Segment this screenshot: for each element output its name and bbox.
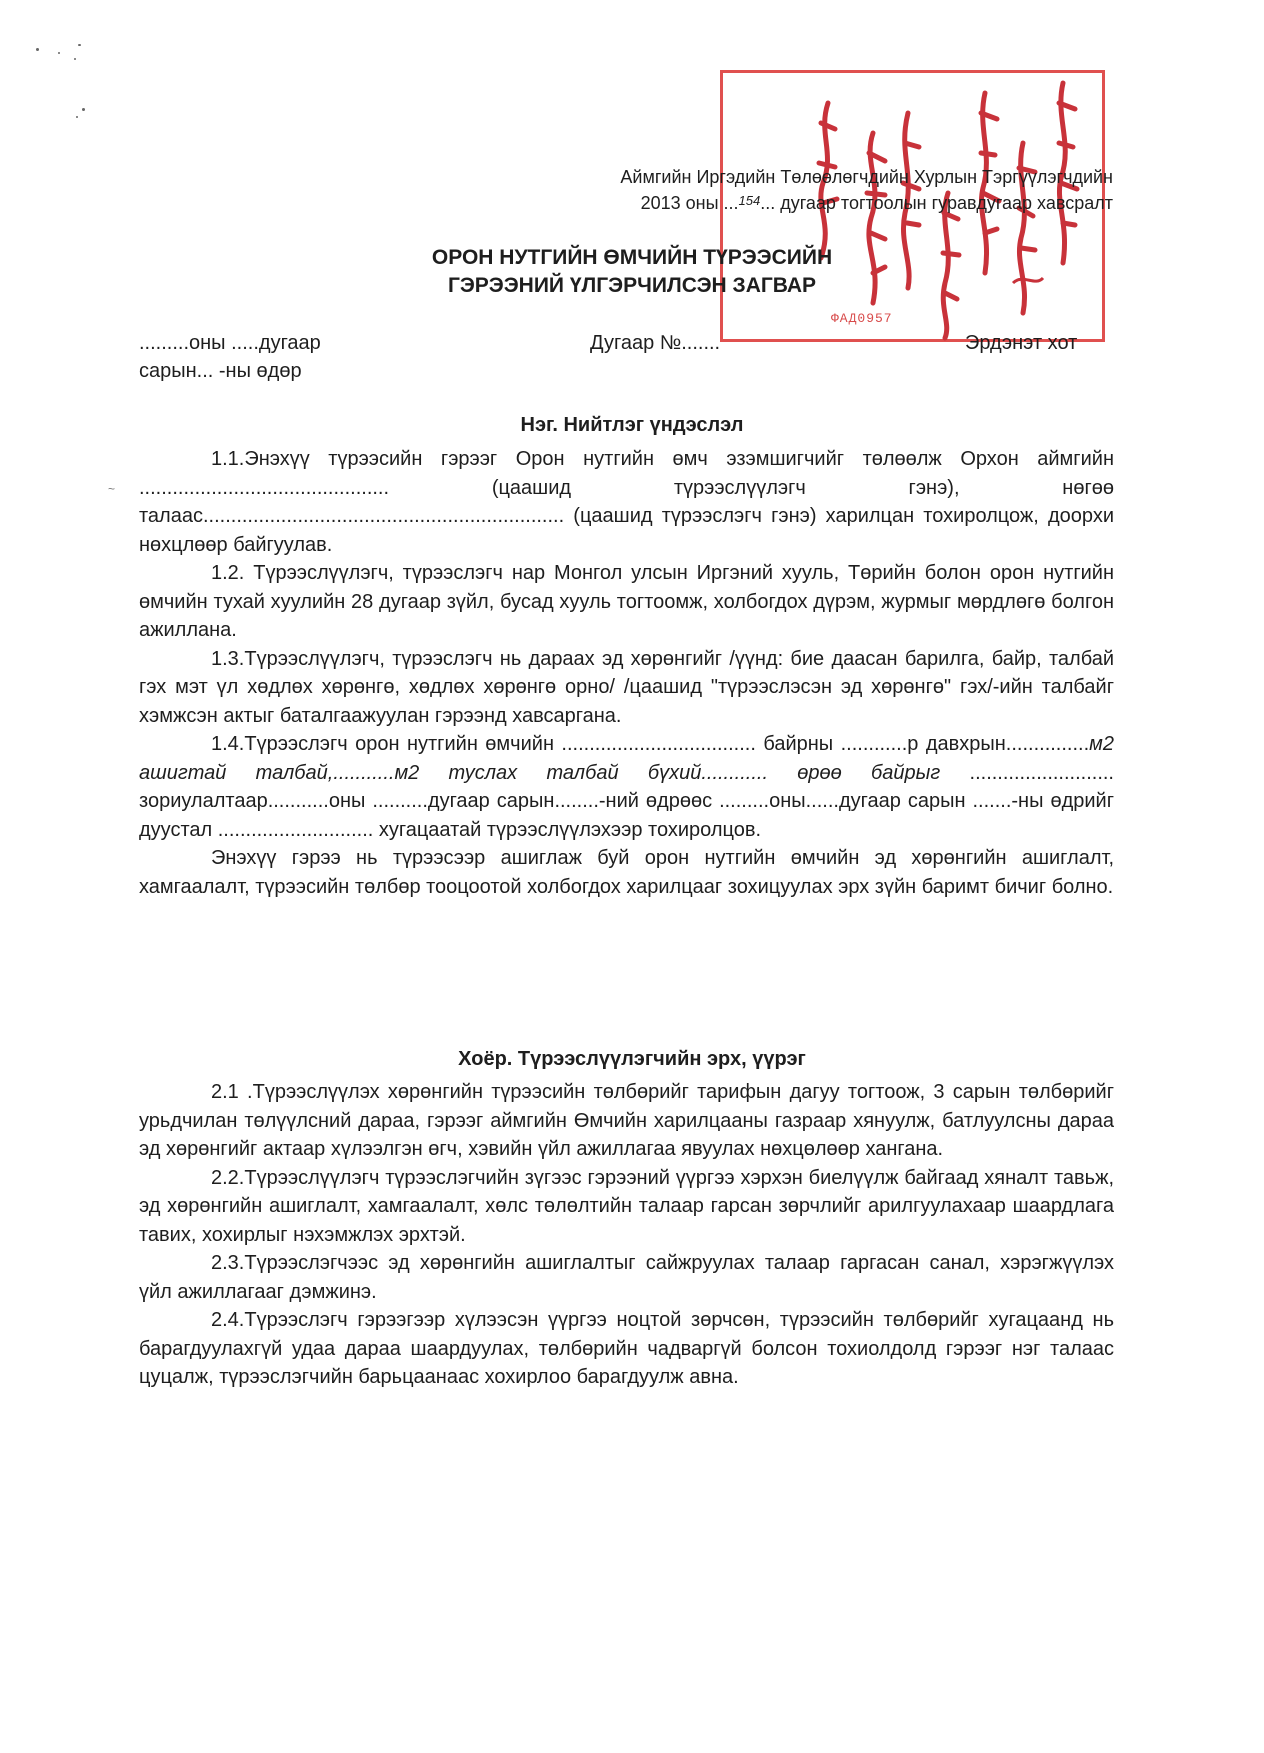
scan-speck <box>58 52 60 54</box>
section-2-heading: Хоёр. Түрээслүүлэгчийн эрх, үүрэг <box>458 1048 806 1070</box>
clause-1-2: 1.2. Түрээслүүлэгч, түрээслэгч нар Монгол улсын Иргэний хууль, Төрийн болон орон нутгийн өмчийн тухай хуулийн 28 дугаар зүйл, бусад хууль тогтоомж, холбогдох дүрэм, журмыг мөрдлөгө болгон ажиллана. <box>139 562 1114 641</box>
clause-1-4 <box>139 730 1114 844</box>
title-line-2: ГЭРЭЭНИЙ ҮЛГЭРЧИЛСЭН ЗАГВАР <box>447 274 817 297</box>
annex-line-1: Аймгийн Иргэдийн Төлөөлөгчдийн Хурлын Тэргүүлэгчдийн <box>620 167 1113 187</box>
annex-line-2-prefix: 2013 оны ... <box>640 193 739 213</box>
scan-speck <box>76 116 78 118</box>
clause-1-3: 1.3.Түрээслүүлэгч, түрээслэгч нь дараах эд хөрөнгийг /үүнд: бие даасан барилга, байр, талбай гэх мэт үл хөдлөх хөрөнгө, хөдлөх хөрөнгө орно/ /цаашид "түрээслэсэн эд хөрөнгө" гэх/-ийн талбайг хэмжсэн актыг баталгаажуулан гэрээнд хавсаргана. <box>139 647 1114 727</box>
clause-1-5: Энэхүү гэрээ нь түрээсээр ашиглаж буй орон нутгийн өмчийн эд хөрөнгийн ашиглалт, хамгаалалт, түрээсийн төлбөр тооцоотой холбогдох харилцааг зохицуулах эрх зүйн баримт бичиг болно. <box>139 847 1114 898</box>
contract-date <box>139 329 321 385</box>
clause-2-4: 2.4.Түрээслэгч гэрээгээр хүлээсэн үүргээ ноцтой зөрчсөн, түрээсийн төлбөрийг хугацаанд нь барагдуулахгүй удаа дараа шаардуулах, төлбөрийн чадваргүй болсон тохиолдолд гэрээг нэг талаас цуцалж, түрээслэгчийн барьцаанаас хохирлоо барагдуулж авна. <box>139 1309 1114 1388</box>
section-1-body <box>139 445 1114 901</box>
contract-place: Эрдэнэт хот <box>965 332 1078 354</box>
document-title <box>0 244 1264 300</box>
clause-2-3: 2.3.Түрээслэгчээс эд хөрөнгийн ашиглалтыг сайжруулах талаар гаргасан санал, хэрэгжүүлэх үйл ажиллагааг дэмжинэ. <box>139 1252 1114 1303</box>
clause-2-2: 2.2.Түрээслүүлэгч түрээслэгчийн зүгээс гэрээний үүргээ хэрхэн биелүүлж байгаад хяналт тавьж, эд хөрөнгийн ашиглалт, хамгаалалт, хөлс төлөлтийн талаар гарсан зөрчлийг арилгуулахаар шаардлага тавих, хохирлыг нэхэмжлэх эрхтэй. <box>139 1166 1114 1246</box>
scan-speck <box>82 108 85 111</box>
handwritten-resolution-number: 154 <box>738 193 761 208</box>
date-line-1: .........оны .....дугаар <box>139 332 321 354</box>
annex-line-2 <box>413 189 1113 215</box>
section-1-heading: Нэг. Нийтлэг үндэслэл <box>520 414 744 436</box>
clause-1-4-part-a: 1.4.Түрээслэгч орон нутгийн өмчийн ................................... байрны ............р давхрын............... <box>211 733 1090 755</box>
scan-speck <box>74 58 76 60</box>
annex-line-2-suffix: ... дугаар тогтоолын гуравдугаар хавсралт <box>760 193 1113 213</box>
stamp-code: ФАД0957 <box>831 311 893 326</box>
title-line-1: ОРОН НУТГИЙН ӨМЧИЙН ТҮРЭЭСИЙН <box>431 246 833 269</box>
clause-1-1: 1.1.Энэхүү түрээсийн гэрээг Орон нутгийн өмч эзэмшигчийг төлөөлж Орхон аймгийн ............................................. (цаашид түрээслүүлэгч гэнэ), нөгөө талаас................................................................. (цаашид түрээслэгч гэнэ) харилцан тохиролцож, доорхи нөхцлөөр байгуулав. <box>139 448 1114 556</box>
date-line-2: сарын... -ны өдөр <box>139 360 302 382</box>
clause-1-4-italic: м2 ашигтай талбай,...........м2 туслах талбай бүхий............ өрөө байрыг <box>139 733 1114 784</box>
annex-reference <box>413 166 1113 215</box>
scan-speck <box>36 48 39 51</box>
scan-speck <box>78 44 81 46</box>
clause-1-4-part-c: .......................... зориулалтаар...........оны ..........дугаар сарын........-ний өдрөөс .........оны......дугаар сарын .......-ны өдрийг дуустал ............................ хугацаатай түрээслүүлэхээр тохиролцов. <box>139 761 1114 841</box>
contract-number: Дугаар №....... <box>590 332 721 354</box>
margin-mark: ~ <box>108 482 116 496</box>
section-2-body <box>139 1078 1114 1392</box>
clause-2-1: 2.1 .Түрээслүүлэх хөрөнгийн түрээсийн төлбөрийг тарифын дагуу тогтоож, 3 сарын төлбөрийг урьдчилан төлүүлсний дараа, гэрээг аймгийн Өмчийн харилцааны газраар хянуулж, батлуулсны дараа эд хөрөнгийг актаар хүлээлгэн өгч, хэвийн үйл ажиллагаа явуулах нөхцөлөөр хангана. <box>139 1081 1114 1160</box>
